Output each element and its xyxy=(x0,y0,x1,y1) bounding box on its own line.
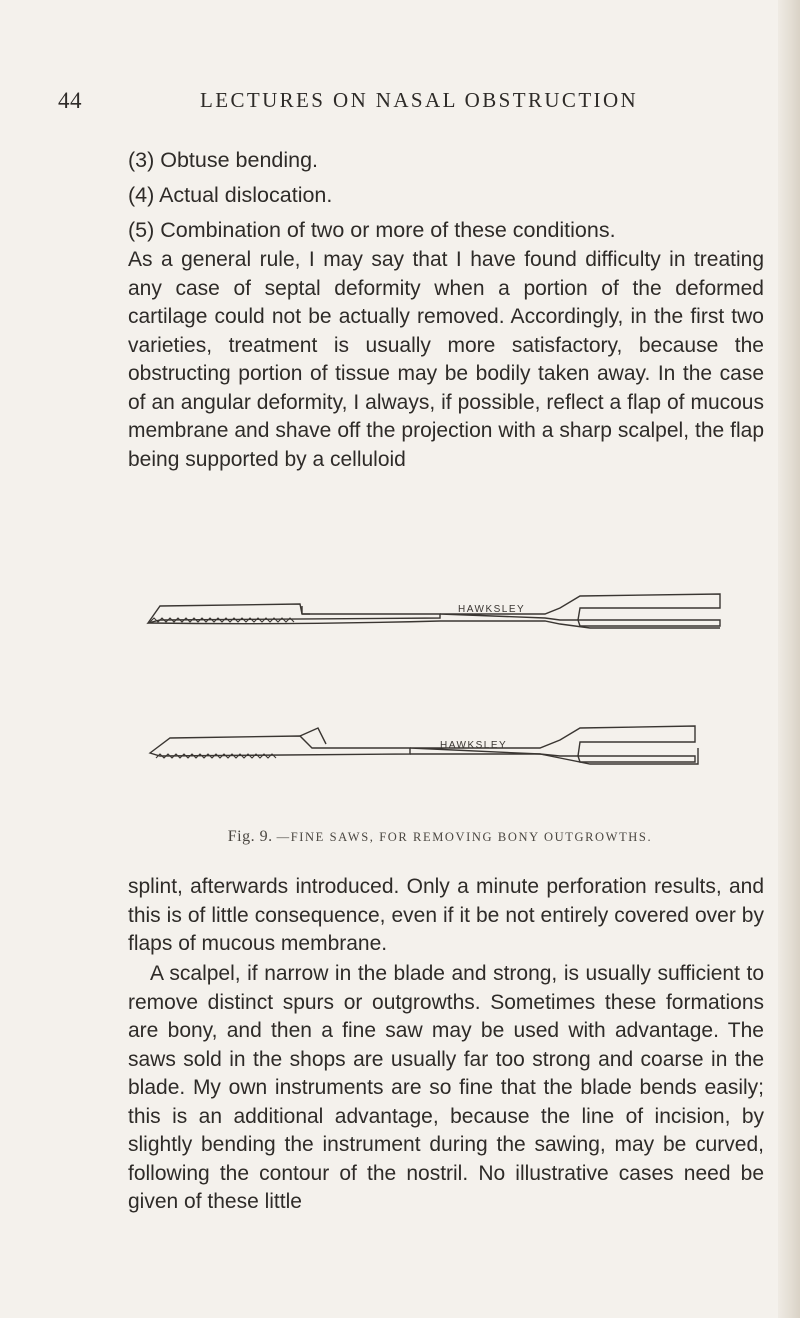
page-number: 44 xyxy=(58,88,82,113)
page-header xyxy=(58,88,728,124)
figure-label: Fig. 9. xyxy=(227,828,273,845)
list-item: (3) Obtuse bending. xyxy=(128,148,319,172)
condition-list xyxy=(128,143,616,248)
saw-bottom-stamp: HAWKSLEY xyxy=(440,740,508,751)
saw-top-stamp: HAWKSLEY xyxy=(458,604,526,615)
running-title: LECTURES ON NASAL OBSTRUCTION xyxy=(200,88,639,112)
figure-caption-text: —FINE SAWS, FOR REMOVING BONY OUTGROWTHS. xyxy=(276,830,653,844)
paragraph-general-rule: As a general rule, I may say that I have found difficulty in treating any case of septal deformity when a portion of the deformed cartilage could not be actually removed. Accordingly, in the first two varieties, treatment is usually more satisfactory, because the obstructing portion of tissue may be bodily taken away. In the case of an angular deformity, I always, if possible, reflect a flap of mucous membrane and shave off the projection with a sharp scalpel, the flap being supported by a celluloid xyxy=(128,248,764,471)
list-item: (4) Actual dislocation. xyxy=(128,183,333,207)
paragraph-splint: splint, afterwards introduced. Only a minute perforation results, and this is of little consequence, even if it be not entirely covered over by flaps of mucous membrane. xyxy=(128,875,764,955)
figure-caption xyxy=(160,828,720,846)
paragraph-scalpel: A scalpel, if narrow in the blade and strong, is usually sufficient to remove distinct spurs or outgrowths. Sometimes these formations are bony, and then a fine saw may be used with advantage. The saws sold in the shops are usually far too strong and coarse in the blade. My own instruments are so fine that the blade bends easily; this is an additional advantage, because the line of incision, by slightly bending the instrument during the sawing, may be curved, following the contour of the nostril. No illustrative cases need be given of these little xyxy=(128,962,764,1213)
list-item: (5) Combination of two or more of these conditions. xyxy=(128,218,616,242)
figure-fine-saws xyxy=(140,588,760,818)
page-edge-shadow xyxy=(778,0,800,1318)
saws-illustration xyxy=(140,588,760,818)
saw-bottom-blade xyxy=(150,736,410,756)
